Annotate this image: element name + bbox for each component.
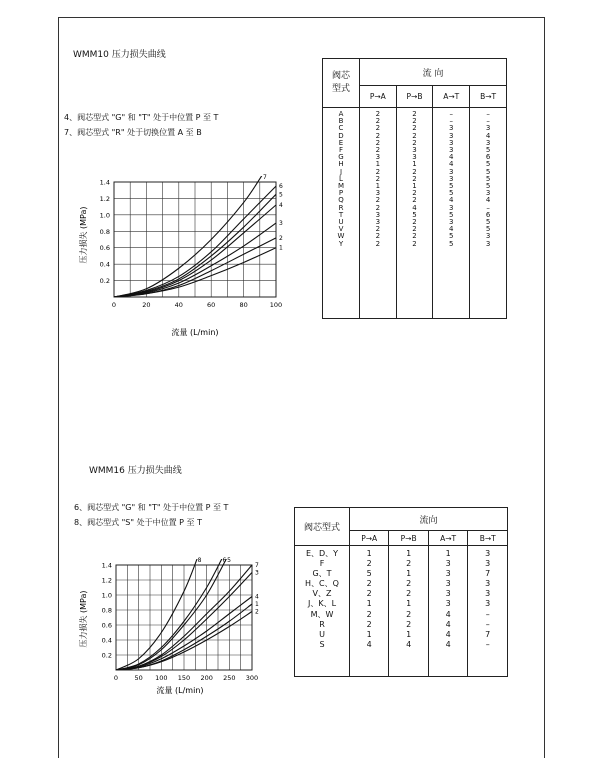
spool-flow-table-wmm10 xyxy=(322,58,507,319)
section2-note2: 8、阀芯型式 "S" 处于中位置 P 至 T xyxy=(74,518,202,527)
chart-grid xyxy=(114,182,276,297)
series-4 xyxy=(114,202,283,297)
y-tick-label: 1.0 xyxy=(99,211,110,220)
y-tick-label: 0.8 xyxy=(101,606,112,615)
chart-tick-labels xyxy=(102,562,259,683)
y-tick-label: 0.2 xyxy=(99,277,110,286)
series-label: 1 xyxy=(279,244,283,252)
x-tick-label: 0 xyxy=(113,674,119,682)
chart-curves xyxy=(116,557,259,670)
x-tick-label: 20 xyxy=(142,301,151,309)
series-label: 6 xyxy=(279,183,283,191)
p-b-values: 2 2 2 2 2 3 3 1 2 2 1 2 2 4 5 2 2 2 2 xyxy=(396,108,433,319)
b-t-values: – – 3 4 3 5 6 5 5 5 5 3 4 – 6 5 5 3 3 xyxy=(470,108,507,319)
flow-direction-header: 流向 xyxy=(350,508,508,531)
x-axis-label: 流量 (L/min) xyxy=(171,328,219,337)
section2-note1: 6、阀芯型式 "G" 和 "T" 处于中位置 P 至 T xyxy=(74,503,229,512)
x-tick-label: 0 xyxy=(111,301,117,309)
col-b-t-header: B→T xyxy=(470,86,507,108)
p-b-values: 1 2 1 2 2 1 2 2 1 4 xyxy=(389,546,428,677)
series-label: 2 xyxy=(279,234,283,242)
x-tick-label: 100 xyxy=(269,301,283,309)
y-tick-label: 1.2 xyxy=(99,194,110,203)
chart-grid xyxy=(116,565,252,670)
y-tick-label: 1.4 xyxy=(101,561,112,570)
col-a-t-header: A→T xyxy=(428,531,468,546)
chart-curves xyxy=(114,174,283,297)
series-label: 4 xyxy=(279,202,283,209)
spool-type-header: 阀芯 型式 xyxy=(323,59,360,108)
series-7 xyxy=(114,174,267,297)
x-tick-label: 250 xyxy=(223,674,236,682)
col-p-a-header: P→A xyxy=(350,531,389,546)
spool-list: E、D、Y F G、T H、C、Q V、Z J、K、L M、W R U S xyxy=(295,546,350,677)
series-3 xyxy=(114,220,283,297)
y-tick-label: 1.0 xyxy=(101,591,112,600)
y-tick-label: 0.6 xyxy=(101,621,112,630)
chart-wmm10 xyxy=(60,165,300,345)
y-axis-label: 压力损失 (MPa) xyxy=(79,206,88,264)
series-8 xyxy=(116,557,202,670)
spool-flow-table-wmm16 xyxy=(294,507,508,677)
x-tick-label: 50 xyxy=(134,674,143,682)
series-label: 2 xyxy=(255,608,259,616)
a-t-values: – – 3 3 3 3 4 4 3 3 5 5 4 3 5 3 4 5 5 xyxy=(433,108,470,319)
b-t-values: 3 3 7 3 3 3 – – 7 – xyxy=(468,546,508,677)
series-1 xyxy=(114,245,283,297)
y-axis-label: 压力损失 (MPa) xyxy=(79,590,88,648)
section2-title: WMM16 压力损失曲线 xyxy=(89,466,182,476)
series-label: 7 xyxy=(263,174,267,181)
x-tick-label: 300 xyxy=(245,674,259,682)
series-label: 7 xyxy=(255,562,259,569)
section1-note2: 7、阀芯型式 "R" 处于切换位置 A 至 B xyxy=(64,128,202,137)
x-tick-label: 200 xyxy=(200,674,213,682)
flow-direction-header: 流 向 xyxy=(360,59,507,86)
spool-list: A B C D E F G H J L M P Q R T U V W Y xyxy=(323,108,360,319)
series-label: 3 xyxy=(255,569,259,577)
x-tick-label: 60 xyxy=(207,301,216,309)
col-p-b-header: P→B xyxy=(396,86,433,108)
y-tick-label: 0.4 xyxy=(101,636,112,645)
series-label: 4 xyxy=(255,593,259,601)
y-tick-label: 1.4 xyxy=(99,178,110,187)
col-p-b-header: P→B xyxy=(389,531,428,546)
p-a-values: 1 2 5 2 2 1 2 2 1 4 xyxy=(350,546,389,677)
col-a-t-header: A→T xyxy=(433,86,470,108)
y-tick-label: 0.4 xyxy=(99,260,110,269)
series-5 xyxy=(114,191,283,297)
section1-note1: 4、阀芯型式 "G" 和 "T" 处于中位置 P 至 T xyxy=(64,113,219,122)
series-label: 5 xyxy=(279,191,283,199)
x-tick-label: 40 xyxy=(174,301,183,309)
col-p-a-header: P→A xyxy=(360,86,397,108)
series-2 xyxy=(116,609,259,671)
x-tick-label: 80 xyxy=(239,301,248,309)
series-label: 1 xyxy=(255,601,259,608)
y-tick-label: 1.2 xyxy=(101,576,112,585)
series-label: 3 xyxy=(279,220,283,228)
y-tick-label: 0.2 xyxy=(101,651,112,660)
x-tick-label: 150 xyxy=(177,674,191,682)
chart-wmm16 xyxy=(64,555,284,705)
series-4 xyxy=(116,594,259,671)
series-label: 5 xyxy=(227,557,231,564)
x-tick-label: 100 xyxy=(155,674,168,682)
a-t-values: 1 3 3 3 3 3 4 4 4 4 xyxy=(428,546,468,677)
x-axis-label: 流量 (L/min) xyxy=(156,686,204,695)
series-label: 8 xyxy=(197,557,202,564)
y-tick-label: 0.6 xyxy=(99,244,110,253)
section1-title: WMM10 压力损失曲线 xyxy=(73,50,166,60)
series-label: 6 xyxy=(222,557,227,564)
y-tick-label: 0.8 xyxy=(99,227,110,236)
spool-type-header: 阀芯型式 xyxy=(295,508,350,546)
p-a-values: 2 2 2 2 2 2 3 1 2 2 1 3 2 2 3 3 2 2 2 xyxy=(360,108,397,319)
col-b-t-header: B→T xyxy=(468,531,508,546)
chart-tick-labels xyxy=(100,179,283,310)
